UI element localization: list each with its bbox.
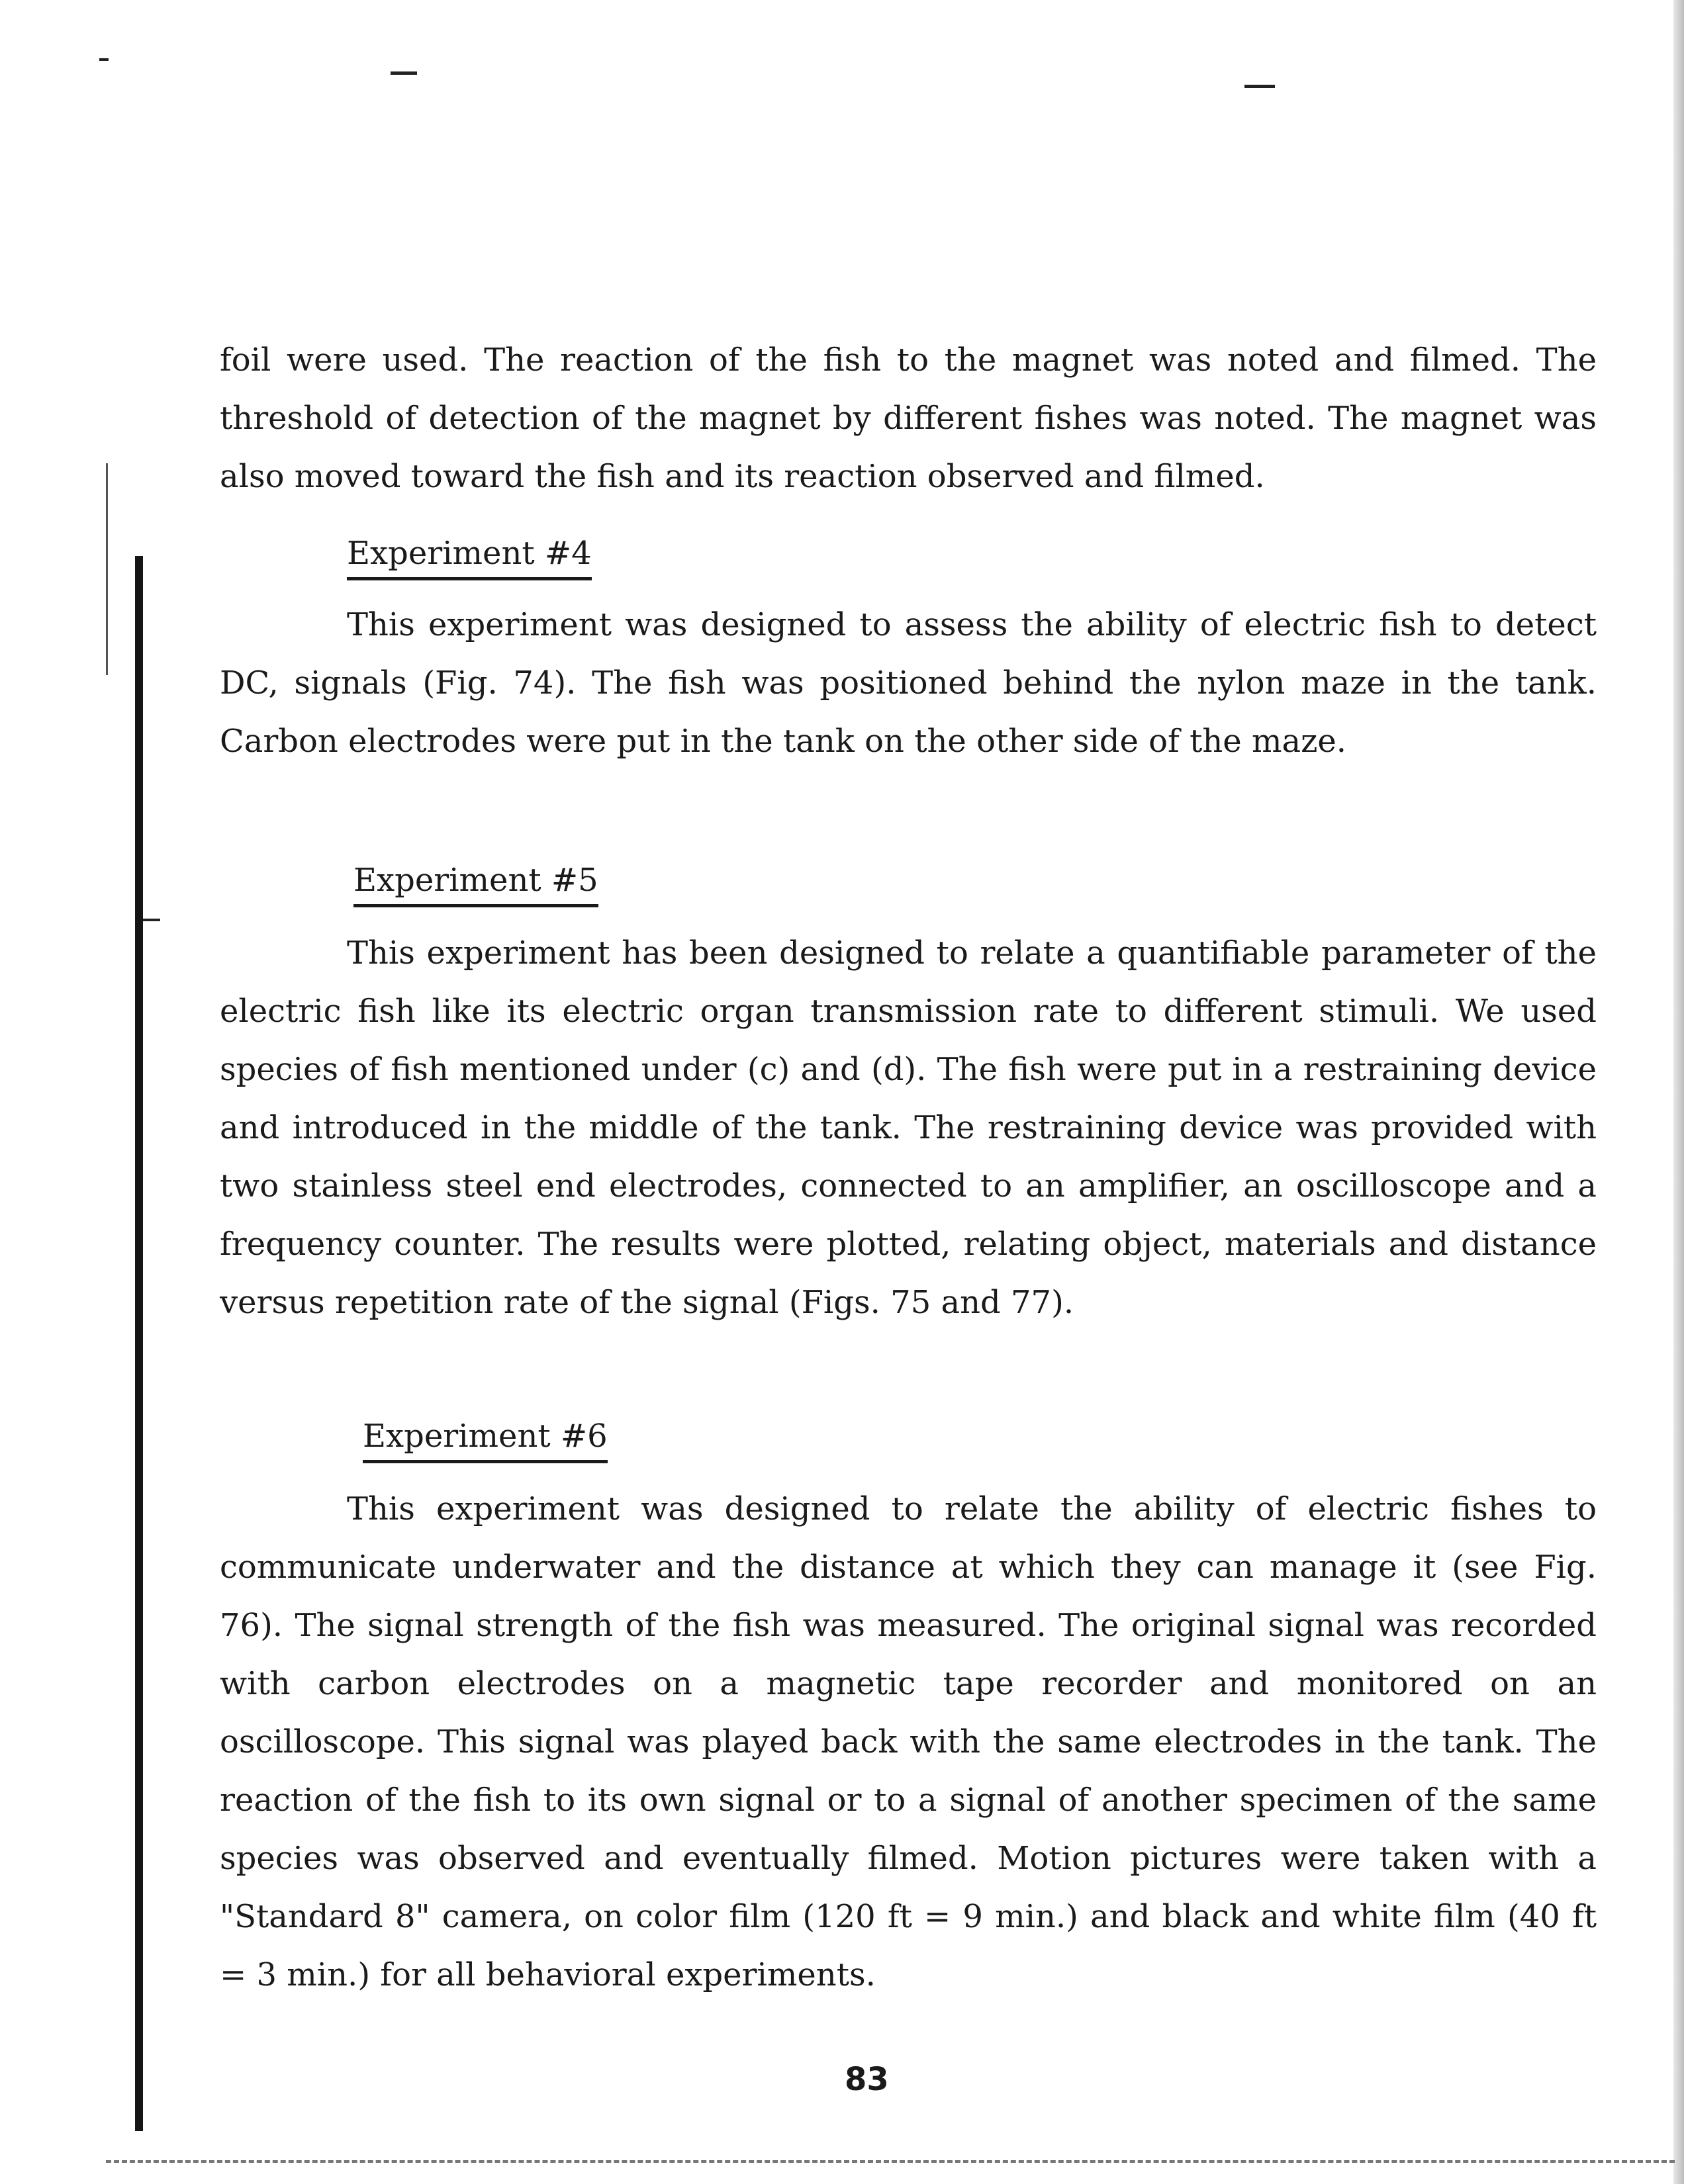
scan-binding-mark-thin (106, 463, 108, 675)
experiment-4-body: This experiment was designed to assess the ability of electric fish to detect DC, signals (Fig. 74). The fish was positioned behind the nylon maze in the tank. Carbon electrodes were put in the tank on the other side of the maze. (220, 606, 1597, 760)
scan-binding-mark (135, 556, 143, 2131)
scan-speck (391, 71, 417, 75)
experiment-5-heading: Experiment #5 (353, 860, 598, 907)
experiment-5-body: This experiment has been designed to relate a quantifiable parameter of the electric fish like its electric organ transmission rate to different stimuli. We used species of fish mentioned under (c) and (d). The fish were put in a restraining device and introduced in the middle of the tank. The restraining device was provided with two stainless steel end electrodes, connected to an amplifier, an oscilloscope and a frequency counter. The results were plotted, relating object, materials and distance versus repetition rate of the signal (Figs. 75 and 77). (220, 934, 1597, 1321)
experiment-6-body: This experiment was designed to relate the ability of electric fishes to communicate underwater and the distance at which they can manage it (see Fig. 76). The signal strength of the fish was measured. The original signal was recorded with carbon electrodes on a magnetic tape recorder and monitored on an oscilloscope. This signal was played back with the same electrodes in the tank. The reaction of the fish to its own signal or to a signal of another specimen of the same species was observed and eventually filmed. Motion pictures were taken with a "Standard 8" camera, on color film (120 ft = 9 min.) and black and white film (40 ft = 3 min.) for all behavioral experiments. (220, 1490, 1597, 1993)
experiment-4-block (220, 596, 1597, 770)
experiment-4-heading: Experiment #4 (347, 533, 592, 580)
page-number: 83 (845, 2061, 889, 2098)
scan-page-edge (1673, 0, 1684, 2184)
experiment-6-heading: Experiment #6 (363, 1416, 608, 1463)
intro-paragraph-block (220, 331, 1597, 506)
scan-speck (1244, 85, 1275, 88)
scan-speck (99, 58, 109, 61)
scan-bottom-border (106, 2160, 1675, 2163)
experiment-5-block (220, 924, 1597, 1332)
intro-paragraph: foil were used. The reaction of the fish to the magnet was noted and filmed. The threshold of detection of the magnet by different fishes was noted. The magnet was also moved toward the fish and its reaction observed and filmed. (220, 341, 1597, 495)
experiment-6-block (220, 1480, 1597, 2004)
scan-speck (143, 919, 160, 921)
